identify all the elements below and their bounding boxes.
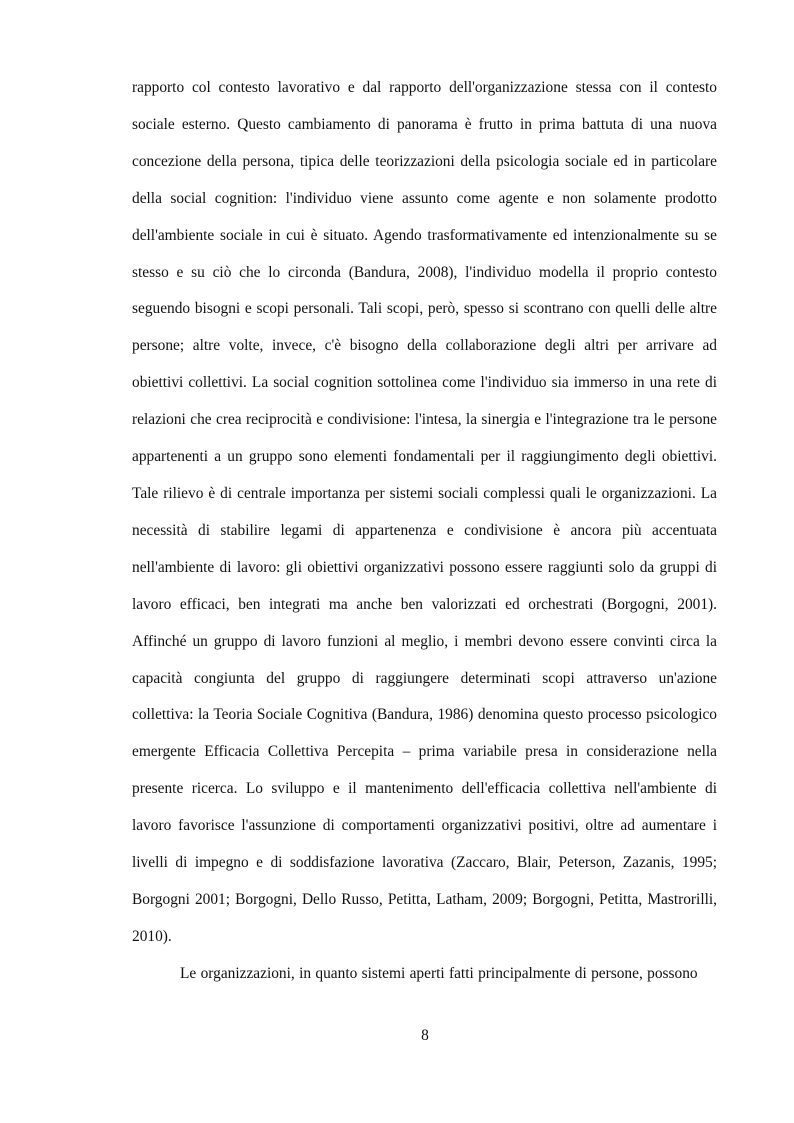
- body-text: [132, 70, 717, 993]
- page-number: 8: [421, 1027, 429, 1044]
- paragraph-new: Le organizzazioni, in quanto sistemi aperti fatti principalmente di persone, possono: [180, 964, 698, 982]
- paragraph-continued: rapporto col contesto lavorativo e dal rapporto dell'organizzazione stessa con il contesto sociale esterno. Questo cambiamento di panorama è frutto in prima battuta di una nuova concezione della persona, tipica delle teorizzazioni della psicologia sociale ed in particolare della social cognition: l'individuo viene assunto come agente e non solamente prodotto dell'ambiente sociale in cui è situato. Agendo trasformativamente ed intenzionalmente su se stesso e su ciò che lo circonda (Bandura, 2008), l'individuo modella il proprio contesto seguendo bisogni e scopi personali. Tali scopi, però, spesso si scontrano con quelli delle altre persone; altre volte, invece, c'è bisogno della collaborazione degli altri per arrivare ad obiettivi collettivi. La social cognition sottolinea come l'individuo sia immerso in una rete di relazioni che crea reciprocità e condivisione: l'intesa, la sinergia e l'integrazione tra le persone appartenenti a un gruppo sono elementi fondamentali per il raggiungimento degli obiettivi. Tale rilievo è di centrale importanza per sistemi sociali complessi quali le organizzazioni. La necessità di stabilire legami di appartenenza e condivisione è ancora più accentuata nell'ambiente di lavoro: gli obiettivi organizzativi possono essere raggiunti solo da gruppi di lavoro efficaci, ben integrati ma anche ben valorizzati ed orchestrati (Borgogni, 2001). Affinché un gruppo di lavoro funzioni al meglio, i membri devono essere convinti circa la capacità congiunta del gruppo di raggiungere determinati scopi attraverso un'azione collettiva: la Teoria Sociale Cognitiva (Bandura, 1986) denomina questo processo psicologico emergente Efficacia Collettiva Percepita – prima variabile presa in considerazione nella presente ricerca. Lo sviluppo e il mantenimento dell'efficacia collettiva nell'ambiente di lavoro favorisce l'assunzione di comportamenti organizzativi positivi, oltre ad aumentare i livelli di impegno e di soddisfazione lavorativa (Zaccaro, Blair, Peterson, Zazanis, 1995; Borgogni 2001; Borgogni, Dello Russo, Petitta, Latham, 2009; Borgogni, Petitta, Mastrorilli, 2010).: [132, 79, 717, 945]
